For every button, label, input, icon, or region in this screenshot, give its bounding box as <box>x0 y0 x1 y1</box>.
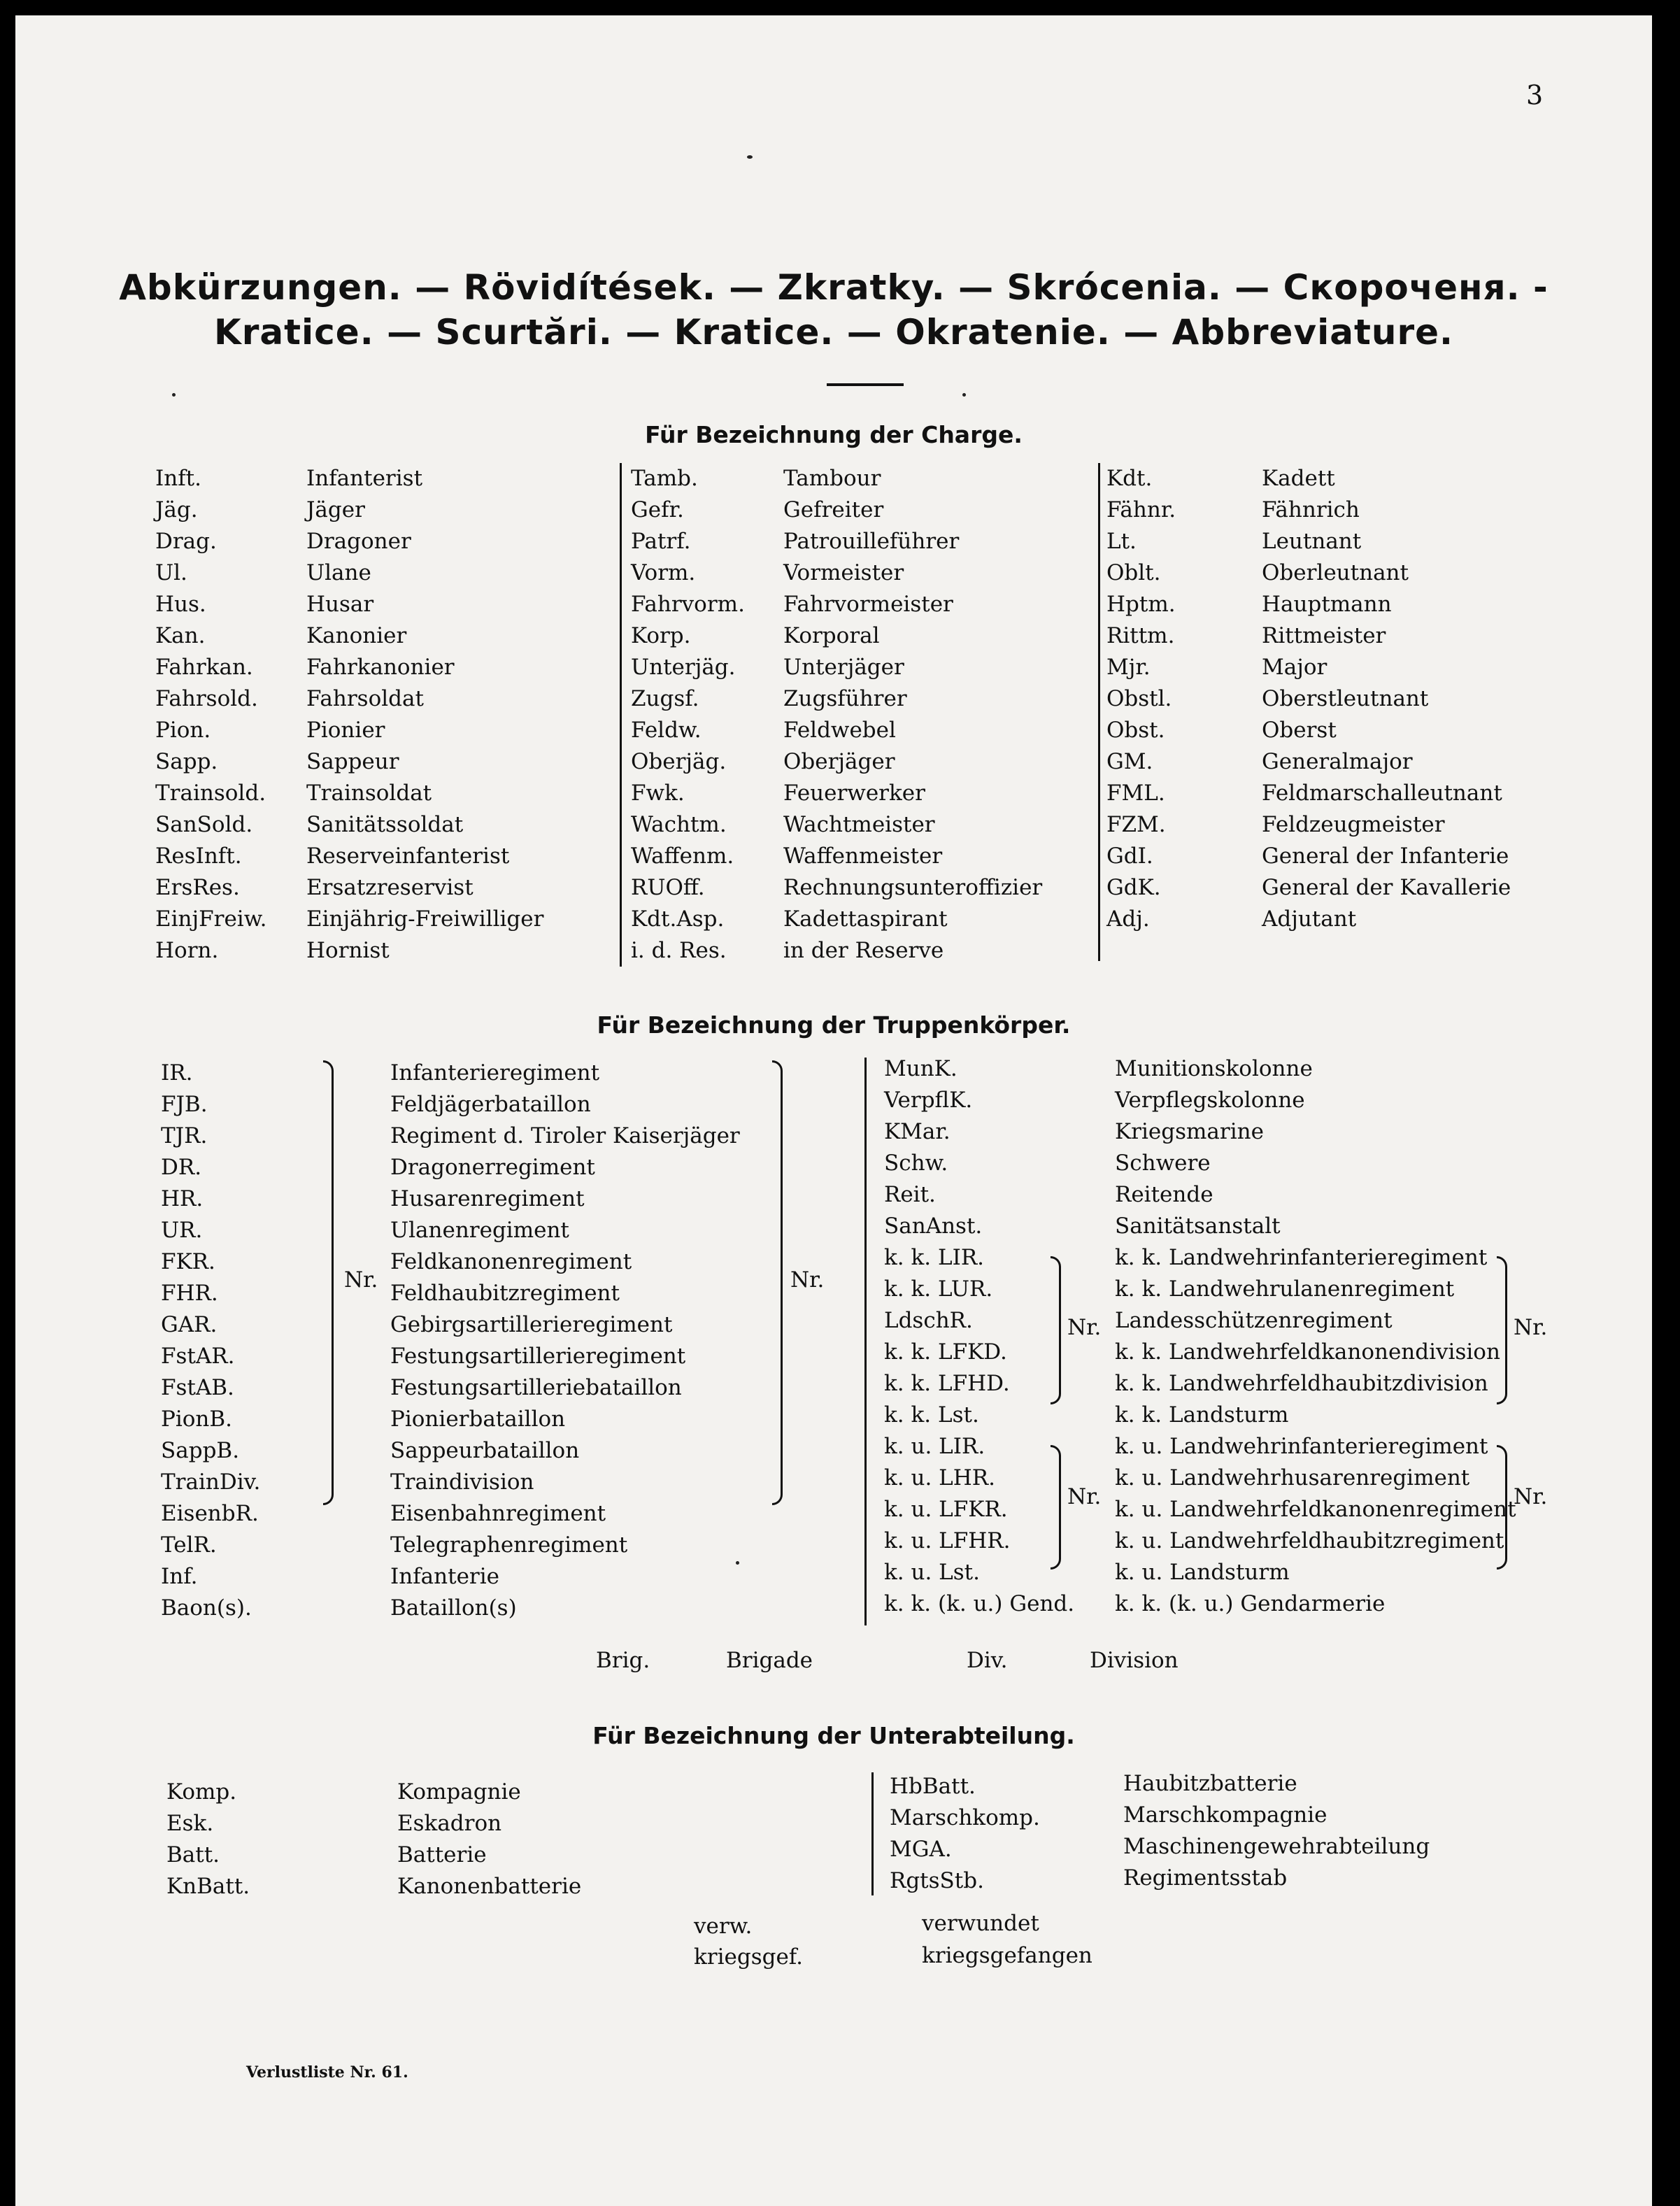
list-item: Waffenmeister <box>783 844 943 869</box>
list-item: Reserveinfanterist <box>306 844 510 869</box>
list-item: Hornist <box>306 938 390 963</box>
list-item: FKR. <box>161 1249 215 1274</box>
list-item: KMar. <box>884 1119 951 1144</box>
list-item: Reit. <box>884 1182 936 1207</box>
list-item: Festungsartillerieregiment <box>390 1344 686 1369</box>
bracket <box>772 1060 783 1505</box>
nr-label: Nr. <box>1514 1315 1548 1340</box>
list-item: Fähnr. <box>1106 497 1176 522</box>
nr-label: Nr. <box>1067 1315 1102 1340</box>
list-item: k. k. LFHD. <box>884 1371 1010 1396</box>
list-item: UR. <box>161 1218 203 1243</box>
list-item: Obst. <box>1106 718 1165 743</box>
nr-label: Nr. <box>1067 1484 1102 1509</box>
list-item: k. u. Landsturm <box>1115 1560 1290 1585</box>
troops-right-abbr <box>884 1053 1074 1620</box>
list-item: Fähnrich <box>1262 497 1360 522</box>
list-item: k. k. Lst. <box>884 1402 979 1428</box>
verw-term: verwundet <box>922 1911 1039 1936</box>
list-item: IR. <box>161 1060 193 1086</box>
list-item: MunK. <box>884 1056 958 1081</box>
list-item: Obstl. <box>1106 686 1172 711</box>
list-item: RgtsStb. <box>890 1868 984 1893</box>
list-item: TelR. <box>161 1532 217 1558</box>
subunits-left-term <box>397 1777 581 1902</box>
list-item: Trainsold. <box>155 781 266 806</box>
list-item: Tambour <box>783 466 881 491</box>
list-item: GdK. <box>1106 875 1161 900</box>
list-item: Leutnant <box>1262 529 1362 554</box>
list-item: SanSold. <box>155 812 253 837</box>
list-item: FZM. <box>1106 812 1166 837</box>
list-item: Hus. <box>155 592 206 617</box>
list-item: k. k. Landwehrfeldkanonendivision <box>1115 1339 1500 1365</box>
list-item: Unterjäg. <box>631 655 736 680</box>
list-item: Feldzeugmeister <box>1262 812 1445 837</box>
title-rule <box>827 383 904 386</box>
list-item: Gefreiter <box>783 497 884 522</box>
charge-col3-term <box>1262 463 1511 935</box>
list-item: Infanterie <box>390 1564 500 1589</box>
list-item: Lt. <box>1106 529 1137 554</box>
list-item: FJB. <box>161 1092 208 1117</box>
list-item: Inft. <box>155 466 201 491</box>
list-item: Verpflegskolonne <box>1115 1088 1305 1113</box>
list-item: Wachtmeister <box>783 812 935 837</box>
list-item: k. u. Lst. <box>884 1560 980 1585</box>
list-item: Fahrkan. <box>155 655 253 680</box>
troops-heading: Für Bezeichnung der Truppenkörper. <box>597 1011 1071 1039</box>
list-item: RUOff. <box>631 875 705 900</box>
list-item: k. k. Landwehrulanenregiment <box>1115 1276 1455 1302</box>
list-item: Oberst <box>1262 718 1337 743</box>
subunits-left-abbr <box>166 1777 250 1902</box>
subunits-right-abbr <box>890 1771 1040 1897</box>
list-item: Pion. <box>155 718 211 743</box>
list-item: Jäger <box>306 497 365 522</box>
list-item: HR. <box>161 1186 204 1211</box>
list-item: Bataillon(s) <box>390 1595 517 1621</box>
troops-right-term <box>1115 1053 1516 1620</box>
list-item: Ulane <box>306 560 371 585</box>
list-item: Korporal <box>783 623 880 648</box>
list-item: MGA. <box>890 1837 952 1862</box>
list-item: Wachtm. <box>631 812 727 837</box>
list-item: Fahrvorm. <box>631 592 745 617</box>
charge-col1-abbr <box>155 463 266 967</box>
list-item: Unterjäger <box>783 655 904 680</box>
brig-term: Brigade <box>726 1648 813 1673</box>
list-item: Rittmeister <box>1262 623 1386 648</box>
list-item: Fahrsold. <box>155 686 258 711</box>
list-item: Adjutant <box>1262 906 1357 932</box>
list-item: Telegraphenregiment <box>390 1532 628 1558</box>
list-item: Kdt. <box>1106 466 1153 491</box>
list-item: Dragoner <box>306 529 411 554</box>
list-item: Fahrsoldat <box>306 686 424 711</box>
list-item: SanAnst. <box>884 1214 983 1239</box>
verw-abbr: verw. <box>694 1914 753 1939</box>
list-item: Oblt. <box>1106 560 1161 585</box>
list-item: Feldkanonenregiment <box>390 1249 632 1274</box>
list-item: Kdt.Asp. <box>631 906 725 932</box>
troops-left-term <box>390 1058 740 1624</box>
list-item: EisenbR. <box>161 1501 259 1526</box>
bracket <box>1497 1256 1507 1404</box>
scanned-page <box>15 15 1652 2206</box>
list-item: Kriegsmarine <box>1115 1119 1264 1144</box>
list-item: Munitionskolonne <box>1115 1056 1313 1081</box>
list-item: Reitende <box>1115 1182 1213 1207</box>
list-item: Gefr. <box>631 497 684 522</box>
list-item: EinjFreiw. <box>155 906 267 932</box>
list-item: Batterie <box>397 1842 487 1867</box>
list-item: LdschR. <box>884 1308 973 1333</box>
list-item: Feldhaubitzregiment <box>390 1281 620 1306</box>
list-item: Eisenbahnregiment <box>390 1501 606 1526</box>
bracket <box>323 1060 334 1505</box>
list-item: Jäg. <box>155 497 198 522</box>
kriegsgef-term: kriegsgefangen <box>922 1943 1092 1968</box>
list-item: Inf. <box>161 1564 198 1589</box>
list-item: Traindivision <box>390 1470 534 1495</box>
charge-col1-term <box>306 463 543 967</box>
list-item: HbBatt. <box>890 1774 976 1799</box>
list-item: Vormeister <box>783 560 904 585</box>
list-item: KnBatt. <box>166 1874 250 1899</box>
list-item: Batt. <box>166 1842 220 1867</box>
list-item: VerpflK. <box>884 1088 973 1113</box>
nr-label: Nr. <box>790 1267 825 1293</box>
list-item: k. u. Landwehrfeldhaubitzregiment <box>1115 1528 1504 1553</box>
list-item: k. k. Landsturm <box>1115 1402 1289 1428</box>
list-item: Rechnungsunteroffizier <box>783 875 1043 900</box>
list-item: Patrouilleführer <box>783 529 960 554</box>
bracket <box>1051 1445 1061 1570</box>
scan-speck <box>736 1561 739 1565</box>
charge-col2-term <box>783 463 1042 967</box>
list-item: k. u. LIR. <box>884 1434 985 1459</box>
nr-label: Nr. <box>344 1267 378 1293</box>
title-line-1: Abkürzungen. — Rövidítések. — Zkratky. — Skrócenia. — Скороченя. - <box>119 267 1549 308</box>
list-item: Festungsartilleriebataillon <box>390 1375 682 1400</box>
list-item: Kadett <box>1262 466 1335 491</box>
list-item: Marschkompagnie <box>1123 1802 1327 1828</box>
list-item: Kan. <box>155 623 206 648</box>
list-item: k. u. Landwehrfeldkanonenregiment <box>1115 1497 1516 1522</box>
list-item: Feuerwerker <box>783 781 925 806</box>
list-item: Pionierbataillon <box>390 1407 566 1432</box>
list-item: Husar <box>306 592 374 617</box>
list-item: Gebirgsartillerieregiment <box>390 1312 673 1337</box>
list-item: DR. <box>161 1155 202 1180</box>
brig-abbr: Brig. <box>596 1648 650 1673</box>
list-item: k. u. LFHR. <box>884 1528 1011 1553</box>
list-item: k. u. LFKR. <box>884 1497 1008 1522</box>
list-item: Mjr. <box>1106 655 1151 680</box>
list-item: Kompagnie <box>397 1779 521 1805</box>
list-item: PionB. <box>161 1407 233 1432</box>
list-item: Oberjäg. <box>631 749 727 774</box>
list-item: ErsRes. <box>155 875 240 900</box>
div-term: Division <box>1090 1648 1179 1673</box>
list-item: Schwere <box>1115 1151 1211 1176</box>
list-item: Vorm. <box>631 560 696 585</box>
list-item: Hptm. <box>1106 592 1176 617</box>
column-divider <box>864 1058 867 1625</box>
list-item: Einjährig-Freiwilliger <box>306 906 544 932</box>
list-item: Trainsoldat <box>306 781 432 806</box>
list-item: k. k. Landwehrinfanterieregiment <box>1115 1245 1488 1270</box>
list-item: Oberjäger <box>783 749 895 774</box>
list-item: Adj. <box>1106 906 1150 932</box>
list-item: Hauptmann <box>1262 592 1392 617</box>
list-item: i. d. Res. <box>631 938 727 963</box>
nr-label: Nr. <box>1514 1484 1548 1509</box>
list-item: k. k. LFKD. <box>884 1339 1007 1365</box>
list-item: Feldjägerbataillon <box>390 1092 591 1117</box>
title-line-2: Kratice. — Scurtări. — Kratice. — Okratenie. — Abbreviature. <box>213 312 1454 353</box>
list-item: Rittm. <box>1106 623 1175 648</box>
list-item: Kanonenbatterie <box>397 1874 582 1899</box>
list-item: Fahrvormeister <box>783 592 953 617</box>
scan-speck <box>172 393 176 397</box>
list-item: k. u. Landwehrinfanterieregiment <box>1115 1434 1488 1459</box>
list-item: Regimentsstab <box>1123 1865 1288 1891</box>
footer-note: Verlustliste Nr. 61. <box>246 2063 408 2082</box>
list-item: Esk. <box>166 1811 214 1836</box>
list-item: Schw. <box>884 1151 948 1176</box>
list-item: TJR. <box>161 1123 208 1148</box>
list-item: SappB. <box>161 1438 240 1463</box>
list-item: k. k. (k. u.) Gend. <box>884 1591 1075 1616</box>
list-item: Kadettaspirant <box>783 906 948 932</box>
list-item: FHR. <box>161 1281 218 1306</box>
scan-speck <box>747 155 753 159</box>
list-item: Generalmajor <box>1262 749 1413 774</box>
list-item: General der Kavallerie <box>1262 875 1511 900</box>
list-item: Zugsführer <box>783 686 907 711</box>
div-abbr: Div. <box>967 1648 1008 1673</box>
scan-speck <box>962 393 966 397</box>
list-item: Landesschützenregiment <box>1115 1308 1393 1333</box>
list-item: Infanterieregiment <box>390 1060 600 1086</box>
charge-heading: Für Bezeichnung der Charge. <box>645 421 1023 448</box>
list-item: FstAR. <box>161 1344 235 1369</box>
list-item: Tamb. <box>631 466 698 491</box>
list-item: Maschinengewehrabteilung <box>1123 1834 1430 1859</box>
list-item: Waffenm. <box>631 844 734 869</box>
list-item: Sanitätsanstalt <box>1115 1214 1281 1239</box>
list-item: Patrf. <box>631 529 691 554</box>
column-divider <box>620 463 622 967</box>
list-item: Ersatzreservist <box>306 875 474 900</box>
list-item: GAR. <box>161 1312 218 1337</box>
list-item: Haubitzbatterie <box>1123 1771 1297 1796</box>
list-item: Zugsf. <box>631 686 699 711</box>
list-item: k. k. LUR. <box>884 1276 993 1302</box>
list-item: Baon(s). <box>161 1595 252 1621</box>
list-item: ResInft. <box>155 844 242 869</box>
list-item: Drag. <box>155 529 217 554</box>
column-divider <box>1098 463 1100 961</box>
list-item: Oberstleutnant <box>1262 686 1429 711</box>
list-item: FML. <box>1106 781 1165 806</box>
kriegsgef-abbr: kriegsgef. <box>694 1944 804 1970</box>
charge-col2-abbr <box>631 463 745 967</box>
troops-left-abbr <box>161 1058 260 1624</box>
list-item: Feldw. <box>631 718 702 743</box>
list-item: Pionier <box>306 718 385 743</box>
list-item: Korp. <box>631 623 691 648</box>
list-item: Fwk. <box>631 781 685 806</box>
list-item: FstAB. <box>161 1375 234 1400</box>
list-item: Fahrkanonier <box>306 655 455 680</box>
list-item: Ul. <box>155 560 187 585</box>
list-item: GdI. <box>1106 844 1153 869</box>
page-number: 3 <box>1526 80 1544 111</box>
list-item: Sappeur <box>306 749 399 774</box>
bracket <box>1497 1445 1507 1570</box>
list-item: Marschkomp. <box>890 1805 1040 1830</box>
list-item: Infanterist <box>306 466 423 491</box>
list-item: General der Infanterie <box>1262 844 1509 869</box>
list-item: Sapp. <box>155 749 218 774</box>
list-item: Regiment d. Tiroler Kaiserjäger <box>390 1123 740 1148</box>
list-item: TrainDiv. <box>161 1470 261 1495</box>
column-divider <box>871 1772 874 1895</box>
list-item: Dragonerregiment <box>390 1155 595 1180</box>
list-item: Sanitätssoldat <box>306 812 464 837</box>
charge-col3-abbr <box>1106 463 1176 935</box>
list-item: Ulanenregiment <box>390 1218 569 1243</box>
list-item: Horn. <box>155 938 219 963</box>
list-item: k. k. (k. u.) Gendarmerie <box>1115 1591 1386 1616</box>
list-item: Feldmarschalleutnant <box>1262 781 1502 806</box>
list-item: k. u. Landwehrhusarenregiment <box>1115 1465 1470 1490</box>
list-item: k. k. Landwehrfeldhaubitzdivision <box>1115 1371 1488 1396</box>
subunits-heading: Für Bezeichnung der Unterabteilung. <box>592 1722 1075 1749</box>
list-item: Oberleutnant <box>1262 560 1409 585</box>
bracket <box>1051 1256 1061 1404</box>
list-item: k. k. LIR. <box>884 1245 985 1270</box>
list-item: Major <box>1262 655 1327 680</box>
list-item: Kanonier <box>306 623 407 648</box>
list-item: k. u. LHR. <box>884 1465 995 1490</box>
list-item: in der Reserve <box>783 938 944 963</box>
list-item: Husarenregiment <box>390 1186 585 1211</box>
subunits-right-term <box>1123 1768 1430 1894</box>
list-item: Sappeurbataillon <box>390 1438 580 1463</box>
list-item: Feldwebel <box>783 718 896 743</box>
list-item: Eskadron <box>397 1811 502 1836</box>
list-item: Komp. <box>166 1779 237 1805</box>
list-item: GM. <box>1106 749 1153 774</box>
